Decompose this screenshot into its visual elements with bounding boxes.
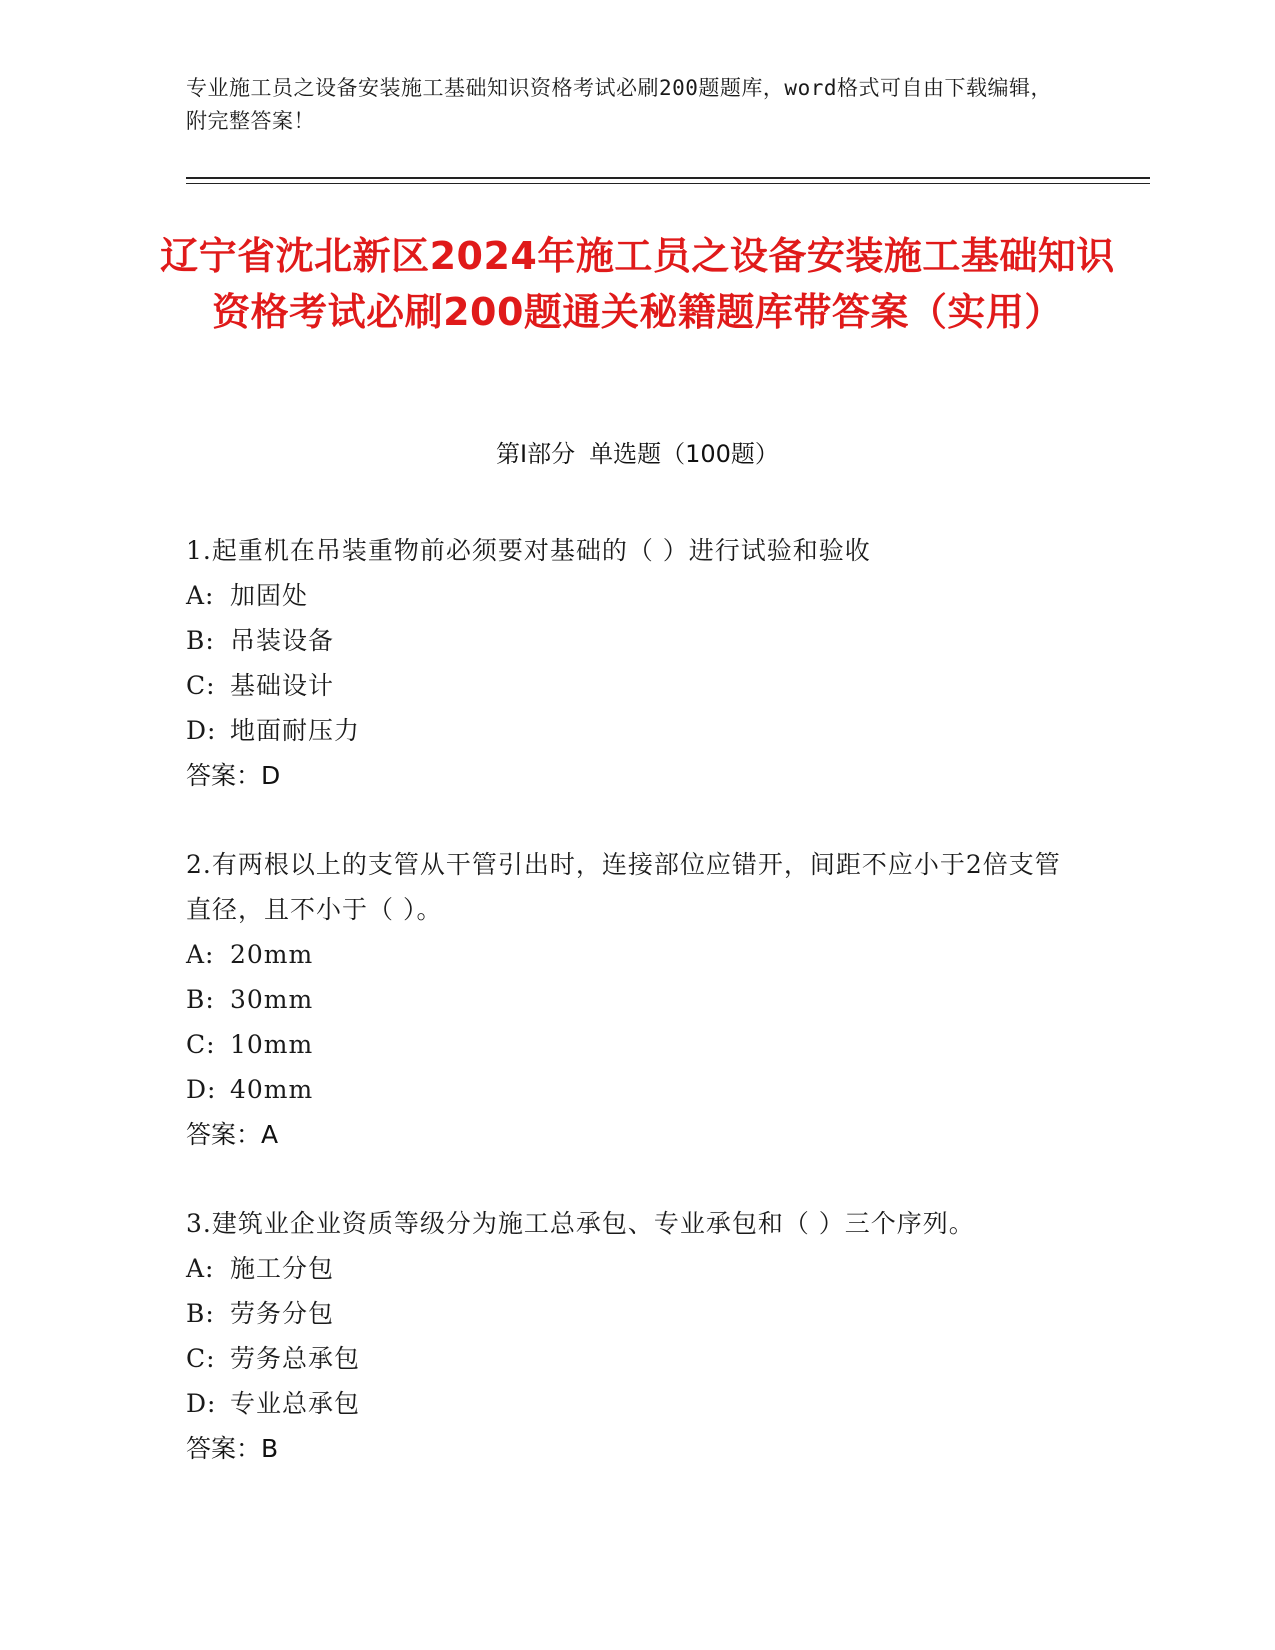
option-c xyxy=(186,1022,1086,1067)
option-text: 40mm xyxy=(230,1075,314,1104)
option-c xyxy=(186,663,1086,708)
option-letter: D: xyxy=(186,1075,217,1104)
option-text: 专业总承包 xyxy=(230,1389,361,1418)
section-heading xyxy=(0,437,1275,471)
option-letter: C: xyxy=(186,671,216,700)
option-letter: D: xyxy=(186,716,217,745)
option-letter: A: xyxy=(186,581,215,610)
option-b xyxy=(186,977,1086,1022)
option-text: 20mm xyxy=(230,940,314,969)
question-3 xyxy=(186,1201,1086,1471)
option-letter: D: xyxy=(186,1389,217,1418)
section-part: 第Ⅰ部分 xyxy=(496,440,576,468)
option-a xyxy=(186,573,1086,618)
option-letter: B: xyxy=(186,1299,215,1328)
option-text: 劳务分包 xyxy=(230,1299,335,1328)
option-a xyxy=(186,1246,1086,1291)
question-stem: 2.有两根以上的支管从干管引出时，连接部位应错开，间距不应小于2倍支管直径，且不小于（ ）。 xyxy=(186,850,1061,924)
option-d xyxy=(186,708,1086,753)
header-divider-thick xyxy=(186,177,1150,179)
question-stem: 1.起重机在吊装重物前必须要对基础的（ ）进行试验和验收 xyxy=(186,536,871,565)
option-letter: C: xyxy=(186,1030,216,1059)
option-letter: A: xyxy=(186,940,215,969)
answer-line: 答案：D xyxy=(186,761,281,790)
option-text: 施工分包 xyxy=(230,1254,335,1283)
header-note: 专业施工员之设备安装施工基础知识资格考试必刷200题题库，word格式可自由下载编辑，附完整答案！ xyxy=(186,76,1052,133)
document-title: 辽宁省沈北新区2024年施工员之设备安装施工基础知识资格考试必刷200题通关秘籍题库带答案（实用） xyxy=(160,234,1115,334)
option-a xyxy=(186,932,1086,977)
answer-line: 答案：A xyxy=(186,1120,279,1149)
section-name: 单选题（100题） xyxy=(589,440,779,468)
option-b xyxy=(186,618,1086,663)
option-letter: A: xyxy=(186,1254,215,1283)
answer-line: 答案：B xyxy=(186,1434,279,1463)
option-text: 10mm xyxy=(230,1030,314,1059)
option-text: 地面耐压力 xyxy=(230,716,361,745)
option-letter: C: xyxy=(186,1344,216,1373)
option-text: 吊装设备 xyxy=(230,626,335,655)
question-stem: 3.建筑业企业资质等级分为施工总承包、专业承包和（ ）三个序列。 xyxy=(186,1209,975,1238)
header-divider-thin xyxy=(186,183,1150,184)
option-text: 30mm xyxy=(230,985,314,1014)
option-b xyxy=(186,1291,1086,1336)
option-d xyxy=(186,1067,1086,1112)
option-d xyxy=(186,1381,1086,1426)
option-letter: B: xyxy=(186,626,215,655)
option-letter: B: xyxy=(186,985,215,1014)
option-c xyxy=(186,1336,1086,1381)
option-text: 劳务总承包 xyxy=(230,1344,361,1373)
option-text: 基础设计 xyxy=(230,671,335,700)
question-1 xyxy=(186,528,1086,798)
option-text: 加固处 xyxy=(230,581,309,610)
question-2 xyxy=(186,842,1086,1157)
question-list xyxy=(186,528,1086,1515)
